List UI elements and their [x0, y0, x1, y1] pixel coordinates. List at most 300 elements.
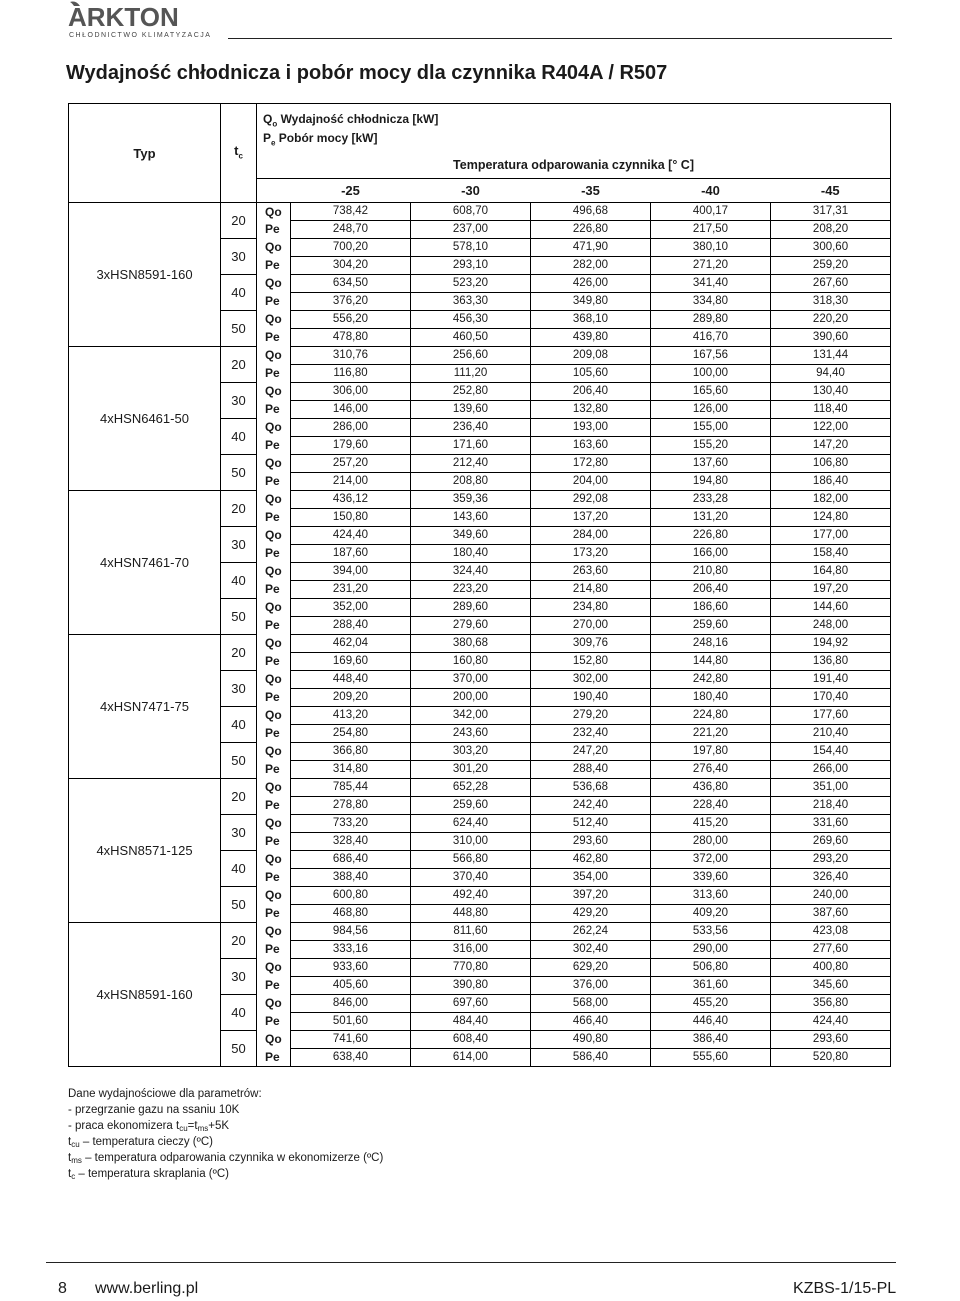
param-qo-label: Qo [257, 635, 291, 653]
value-cell: 144,80 [651, 653, 771, 671]
value-cell: 154,40 [771, 743, 891, 761]
value-cell: 290,00 [651, 941, 771, 959]
value-cell: 259,60 [651, 617, 771, 635]
value-cell: 252,80 [411, 383, 531, 401]
tc-cell: 40 [221, 419, 257, 455]
value-cell: 566,80 [411, 851, 531, 869]
value-cell: 182,00 [771, 491, 891, 509]
value-cell: 169,60 [291, 653, 411, 671]
param-qo-label: Qo [257, 455, 291, 473]
value-cell: 100,00 [651, 365, 771, 383]
value-cell: 390,60 [771, 329, 891, 347]
value-cell: 341,40 [651, 275, 771, 293]
value-cell: 416,70 [651, 329, 771, 347]
param-pe-label: Pe [257, 329, 291, 347]
value-cell: 236,40 [411, 419, 531, 437]
value-cell: 139,60 [411, 401, 531, 419]
temp-header: -30 [411, 179, 531, 203]
param-pe-label: Pe [257, 293, 291, 311]
value-cell: 293,10 [411, 257, 531, 275]
value-cell: 608,40 [411, 1031, 531, 1049]
value-cell: 292,08 [531, 491, 651, 509]
value-cell: 259,20 [771, 257, 891, 275]
value-cell: 811,60 [411, 923, 531, 941]
value-cell: 349,80 [531, 293, 651, 311]
table-row [69, 635, 891, 653]
value-cell: 302,00 [531, 671, 651, 689]
value-cell: 270,00 [531, 617, 651, 635]
value-cell: 424,40 [291, 527, 411, 545]
value-cell: 448,80 [411, 905, 531, 923]
value-cell: 846,00 [291, 995, 411, 1013]
tc-cell: 20 [221, 779, 257, 815]
value-cell: 394,00 [291, 563, 411, 581]
notes-line: $t_{cu}$ – temperatura cieczy (ºC) [68, 1136, 213, 1149]
value-cell: 240,00 [771, 887, 891, 905]
value-cell: 232,40 [531, 725, 651, 743]
value-cell: 248,16 [651, 635, 771, 653]
value-cell: 478,80 [291, 329, 411, 347]
value-cell: 180,40 [411, 545, 531, 563]
value-cell: 146,00 [291, 401, 411, 419]
notes-line: $t_c$ – temperatura skraplania (ºC) [68, 1168, 229, 1181]
value-cell: 122,00 [771, 419, 891, 437]
value-cell: 586,40 [531, 1049, 651, 1067]
value-cell: 267,60 [771, 275, 891, 293]
value-cell: 506,80 [651, 959, 771, 977]
value-cell: 111,20 [411, 365, 531, 383]
param-qo-label: Qo [257, 491, 291, 509]
value-cell: 289,60 [411, 599, 531, 617]
value-cell: 280,00 [651, 833, 771, 851]
value-cell: 317,31 [771, 203, 891, 221]
value-cell: 282,00 [531, 257, 651, 275]
column-header-type: Typ [69, 104, 221, 203]
value-cell: 520,80 [771, 1049, 891, 1067]
value-cell: 462,04 [291, 635, 411, 653]
value-cell: 126,00 [651, 401, 771, 419]
footer-url[interactable]: www.berling.pl [95, 1280, 199, 1297]
value-cell: 354,00 [531, 869, 651, 887]
value-cell: 257,20 [291, 455, 411, 473]
value-cell: 206,40 [651, 581, 771, 599]
value-cell: 697,60 [411, 995, 531, 1013]
value-cell: 210,40 [771, 725, 891, 743]
param-pe-label: Pe [257, 581, 291, 599]
page-title: Wydajność chłodnicza i pobór mocy dla czynnika R404A / R507 [66, 62, 668, 84]
value-cell: 376,00 [531, 977, 651, 995]
value-cell: 242,80 [651, 671, 771, 689]
value-cell: 523,20 [411, 275, 531, 293]
table-row [69, 203, 891, 221]
value-cell: 316,00 [411, 941, 531, 959]
notes-line: - przegrzanie gazu na ssaniu 10K [68, 1104, 240, 1116]
value-cell: 167,56 [651, 347, 771, 365]
value-cell: 254,80 [291, 725, 411, 743]
value-cell: 306,00 [291, 383, 411, 401]
value-cell: 400,80 [771, 959, 891, 977]
value-cell: 279,20 [531, 707, 651, 725]
temp-header: -35 [531, 179, 651, 203]
value-cell: 536,68 [531, 779, 651, 797]
tc-cell: 30 [221, 815, 257, 851]
value-cell: 339,60 [651, 869, 771, 887]
value-cell: 247,20 [531, 743, 651, 761]
tc-cell: 20 [221, 635, 257, 671]
value-cell: 733,20 [291, 815, 411, 833]
value-cell: 468,80 [291, 905, 411, 923]
param-qo-label: Qo [257, 959, 291, 977]
value-cell: 439,80 [531, 329, 651, 347]
arkton-logo [66, 0, 226, 40]
value-cell: 223,20 [411, 581, 531, 599]
value-cell: 173,20 [531, 545, 651, 563]
table-legend [257, 104, 891, 151]
value-cell: 137,60 [651, 455, 771, 473]
value-cell: 286,00 [291, 419, 411, 437]
param-qo-label: Qo [257, 527, 291, 545]
value-cell: 738,42 [291, 203, 411, 221]
param-qo-label: Qo [257, 887, 291, 905]
param-pe-label: Pe [257, 977, 291, 995]
value-cell: 256,60 [411, 347, 531, 365]
value-cell: 614,00 [411, 1049, 531, 1067]
value-cell: 158,40 [771, 545, 891, 563]
value-cell: 638,40 [291, 1049, 411, 1067]
value-cell: 533,56 [651, 923, 771, 941]
value-cell: 208,80 [411, 473, 531, 491]
column-header-tc: $t_c$ [221, 104, 257, 203]
value-cell: 426,00 [531, 275, 651, 293]
param-pe-label: Pe [257, 545, 291, 563]
value-cell: 277,60 [771, 941, 891, 959]
value-cell: 228,40 [651, 797, 771, 815]
table-row [69, 779, 891, 797]
value-cell: 197,80 [651, 743, 771, 761]
value-cell: 328,40 [291, 833, 411, 851]
param-pe-label: Pe [257, 653, 291, 671]
value-cell: 455,20 [651, 995, 771, 1013]
param-qo-label: Qo [257, 923, 291, 941]
value-cell: 303,20 [411, 743, 531, 761]
value-cell: 424,40 [771, 1013, 891, 1031]
value-cell: 555,60 [651, 1049, 771, 1067]
value-cell: 578,10 [411, 239, 531, 257]
value-cell: 313,60 [651, 887, 771, 905]
model-type-cell: 4xHSN8591-160 [69, 923, 221, 1067]
value-cell: 388,40 [291, 869, 411, 887]
tc-cell: 30 [221, 527, 257, 563]
value-cell: 288,40 [291, 617, 411, 635]
value-cell: 197,20 [771, 581, 891, 599]
param-qo-label: Qo [257, 851, 291, 869]
notes [68, 1086, 383, 1182]
value-cell: 372,00 [651, 851, 771, 869]
value-cell: 155,20 [651, 437, 771, 455]
param-pe-label: Pe [257, 761, 291, 779]
value-cell: 333,16 [291, 941, 411, 959]
param-qo-label: Qo [257, 419, 291, 437]
value-cell: 163,60 [531, 437, 651, 455]
param-pe-label: Pe [257, 1013, 291, 1031]
value-cell: 351,00 [771, 779, 891, 797]
value-cell: 226,80 [651, 527, 771, 545]
value-cell: 415,20 [651, 815, 771, 833]
value-cell: 137,20 [531, 509, 651, 527]
tc-cell: 40 [221, 275, 257, 311]
param-pe-label: Pe [257, 941, 291, 959]
value-cell: 342,00 [411, 707, 531, 725]
document-code: KZBS-1/15-PL [793, 1280, 897, 1297]
value-cell: 179,60 [291, 437, 411, 455]
value-cell: 356,80 [771, 995, 891, 1013]
param-qo-label: Qo [257, 671, 291, 689]
value-cell: 304,20 [291, 257, 411, 275]
value-cell: 191,40 [771, 671, 891, 689]
value-cell: 496,68 [531, 203, 651, 221]
param-qo-label: Qo [257, 311, 291, 329]
value-cell: 130,40 [771, 383, 891, 401]
value-cell: 284,00 [531, 527, 651, 545]
value-cell: 106,80 [771, 455, 891, 473]
temp-header-spacer [257, 179, 291, 203]
model-type-cell: 4xHSN7461-70 [69, 491, 221, 635]
value-cell: 220,20 [771, 311, 891, 329]
tc-cell: 50 [221, 887, 257, 923]
value-cell: 237,00 [411, 221, 531, 239]
footer-rule [46, 1262, 896, 1263]
value-cell: 309,76 [531, 635, 651, 653]
value-cell: 376,20 [291, 293, 411, 311]
param-pe-label: Pe [257, 365, 291, 383]
value-cell: 212,40 [411, 455, 531, 473]
value-cell: 568,00 [531, 995, 651, 1013]
value-cell: 94,40 [771, 365, 891, 383]
model-type-cell: 3xHSN8591-160 [69, 203, 221, 347]
tc-cell: 30 [221, 239, 257, 275]
value-cell: 436,80 [651, 779, 771, 797]
svg-text:CHŁODNICTWO KLIMATYZACJA: CHŁODNICTWO KLIMATYZACJA [69, 32, 212, 39]
value-cell: 224,80 [651, 707, 771, 725]
tc-cell: 20 [221, 347, 257, 383]
table-row [69, 347, 891, 365]
value-cell: 266,00 [771, 761, 891, 779]
value-cell: 271,20 [651, 257, 771, 275]
value-cell: 289,80 [651, 311, 771, 329]
value-cell: 217,50 [651, 221, 771, 239]
value-cell: 652,28 [411, 779, 531, 797]
value-cell: 310,76 [291, 347, 411, 365]
value-cell: 136,80 [771, 653, 891, 671]
tc-cell: 50 [221, 455, 257, 491]
value-cell: 150,80 [291, 509, 411, 527]
param-qo-label: Qo [257, 275, 291, 293]
tc-cell: 40 [221, 563, 257, 599]
tc-cell: 50 [221, 311, 257, 347]
value-cell: 233,28 [651, 491, 771, 509]
value-cell: 293,60 [531, 833, 651, 851]
value-cell: 288,40 [531, 761, 651, 779]
param-qo-label: Qo [257, 203, 291, 221]
value-cell: 278,80 [291, 797, 411, 815]
value-cell: 423,08 [771, 923, 891, 941]
value-cell: 180,40 [651, 689, 771, 707]
value-cell: 279,60 [411, 617, 531, 635]
value-cell: 293,60 [771, 1031, 891, 1049]
value-cell: 152,80 [531, 653, 651, 671]
notes-line: - praca ekonomizera $t_{cu}=t_{ms}+5K$ [68, 1120, 230, 1133]
value-cell: 155,00 [651, 419, 771, 437]
value-cell: 209,08 [531, 347, 651, 365]
value-cell: 248,00 [771, 617, 891, 635]
value-cell: 300,60 [771, 239, 891, 257]
temp-header: -40 [651, 179, 771, 203]
header-rule [228, 38, 892, 39]
param-qo-label: Qo [257, 239, 291, 257]
value-cell: 556,20 [291, 311, 411, 329]
value-cell: 933,60 [291, 959, 411, 977]
value-cell: 390,80 [411, 977, 531, 995]
value-cell: 118,40 [771, 401, 891, 419]
value-cell: 380,10 [651, 239, 771, 257]
tc-cell: 40 [221, 851, 257, 887]
param-qo-label: Qo [257, 815, 291, 833]
value-cell: 209,20 [291, 689, 411, 707]
value-cell: 208,20 [771, 221, 891, 239]
value-cell: 214,00 [291, 473, 411, 491]
param-pe-label: Pe [257, 473, 291, 491]
value-cell: 218,40 [771, 797, 891, 815]
value-cell: 624,40 [411, 815, 531, 833]
value-cell: 380,68 [411, 635, 531, 653]
value-cell: 172,80 [531, 455, 651, 473]
param-qo-label: Qo [257, 347, 291, 365]
value-cell: 456,30 [411, 311, 531, 329]
tc-cell: 50 [221, 599, 257, 635]
param-pe-label: Pe [257, 509, 291, 527]
legend-qo: $Q_o$ Wydajność chłodnicza [kW] [263, 112, 439, 129]
value-cell: 132,80 [531, 401, 651, 419]
tc-cell: 40 [221, 995, 257, 1031]
value-cell: 116,80 [291, 365, 411, 383]
value-cell: 243,60 [411, 725, 531, 743]
value-cell: 413,20 [291, 707, 411, 725]
param-pe-label: Pe [257, 1049, 291, 1067]
value-cell: 131,20 [651, 509, 771, 527]
param-pe-label: Pe [257, 905, 291, 923]
value-cell: 105,60 [531, 365, 651, 383]
param-qo-label: Qo [257, 383, 291, 401]
tc-cell: 20 [221, 491, 257, 527]
value-cell: 293,20 [771, 851, 891, 869]
value-cell: 314,80 [291, 761, 411, 779]
param-pe-label: Pe [257, 797, 291, 815]
param-qo-label: Qo [257, 743, 291, 761]
value-cell: 466,40 [531, 1013, 651, 1031]
value-cell: 231,20 [291, 581, 411, 599]
param-pe-label: Pe [257, 689, 291, 707]
value-cell: 177,00 [771, 527, 891, 545]
value-cell: 512,40 [531, 815, 651, 833]
param-qo-label: Qo [257, 563, 291, 581]
value-cell: 144,60 [771, 599, 891, 617]
value-cell: 629,20 [531, 959, 651, 977]
tc-cell: 50 [221, 1031, 257, 1067]
value-cell: 368,10 [531, 311, 651, 329]
arkton-logo-graphic [66, 0, 226, 40]
value-cell: 276,40 [651, 761, 771, 779]
value-cell: 194,92 [771, 635, 891, 653]
value-cell: 242,40 [531, 797, 651, 815]
value-cell: 405,60 [291, 977, 411, 995]
param-qo-label: Qo [257, 995, 291, 1013]
value-cell: 634,50 [291, 275, 411, 293]
param-pe-label: Pe [257, 401, 291, 419]
value-cell: 462,80 [531, 851, 651, 869]
param-qo-label: Qo [257, 779, 291, 797]
value-cell: 326,40 [771, 869, 891, 887]
value-cell: 785,44 [291, 779, 411, 797]
notes-line: Dane wydajnościowe dla parametrów: [68, 1088, 262, 1100]
param-pe-label: Pe [257, 221, 291, 239]
value-cell: 147,20 [771, 437, 891, 455]
param-pe-label: Pe [257, 257, 291, 275]
tc-cell: 40 [221, 707, 257, 743]
value-cell: 200,00 [411, 689, 531, 707]
value-cell: 446,40 [651, 1013, 771, 1031]
value-cell: 349,60 [411, 527, 531, 545]
value-cell: 165,60 [651, 383, 771, 401]
temperature-caption: Temperatura odparowania czynnika [° C] [257, 151, 891, 179]
value-cell: 345,60 [771, 977, 891, 995]
value-cell: 124,80 [771, 509, 891, 527]
tc-cell: 50 [221, 743, 257, 779]
value-cell: 436,12 [291, 491, 411, 509]
value-cell: 177,60 [771, 707, 891, 725]
value-cell: 700,20 [291, 239, 411, 257]
value-cell: 484,40 [411, 1013, 531, 1031]
value-cell: 608,70 [411, 203, 531, 221]
value-cell: 164,80 [771, 563, 891, 581]
value-cell: 770,80 [411, 959, 531, 977]
value-cell: 448,40 [291, 671, 411, 689]
tc-cell: 20 [221, 203, 257, 239]
tc-cell: 30 [221, 671, 257, 707]
svg-text:ARKTON: ARKTON [68, 2, 179, 32]
value-cell: 366,80 [291, 743, 411, 761]
table-row [69, 491, 891, 509]
value-cell: 492,40 [411, 887, 531, 905]
value-cell: 171,60 [411, 437, 531, 455]
value-cell: 324,40 [411, 563, 531, 581]
value-cell: 686,40 [291, 851, 411, 869]
param-qo-label: Qo [257, 707, 291, 725]
value-cell: 234,80 [531, 599, 651, 617]
value-cell: 397,20 [531, 887, 651, 905]
value-cell: 386,40 [651, 1031, 771, 1049]
value-cell: 131,44 [771, 347, 891, 365]
value-cell: 363,30 [411, 293, 531, 311]
value-cell: 204,00 [531, 473, 651, 491]
value-cell: 187,60 [291, 545, 411, 563]
value-cell: 170,40 [771, 689, 891, 707]
value-cell: 194,80 [651, 473, 771, 491]
model-type-cell: 4xHSN7471-75 [69, 635, 221, 779]
value-cell: 400,17 [651, 203, 771, 221]
value-cell: 302,40 [531, 941, 651, 959]
value-cell: 741,60 [291, 1031, 411, 1049]
value-cell: 334,80 [651, 293, 771, 311]
